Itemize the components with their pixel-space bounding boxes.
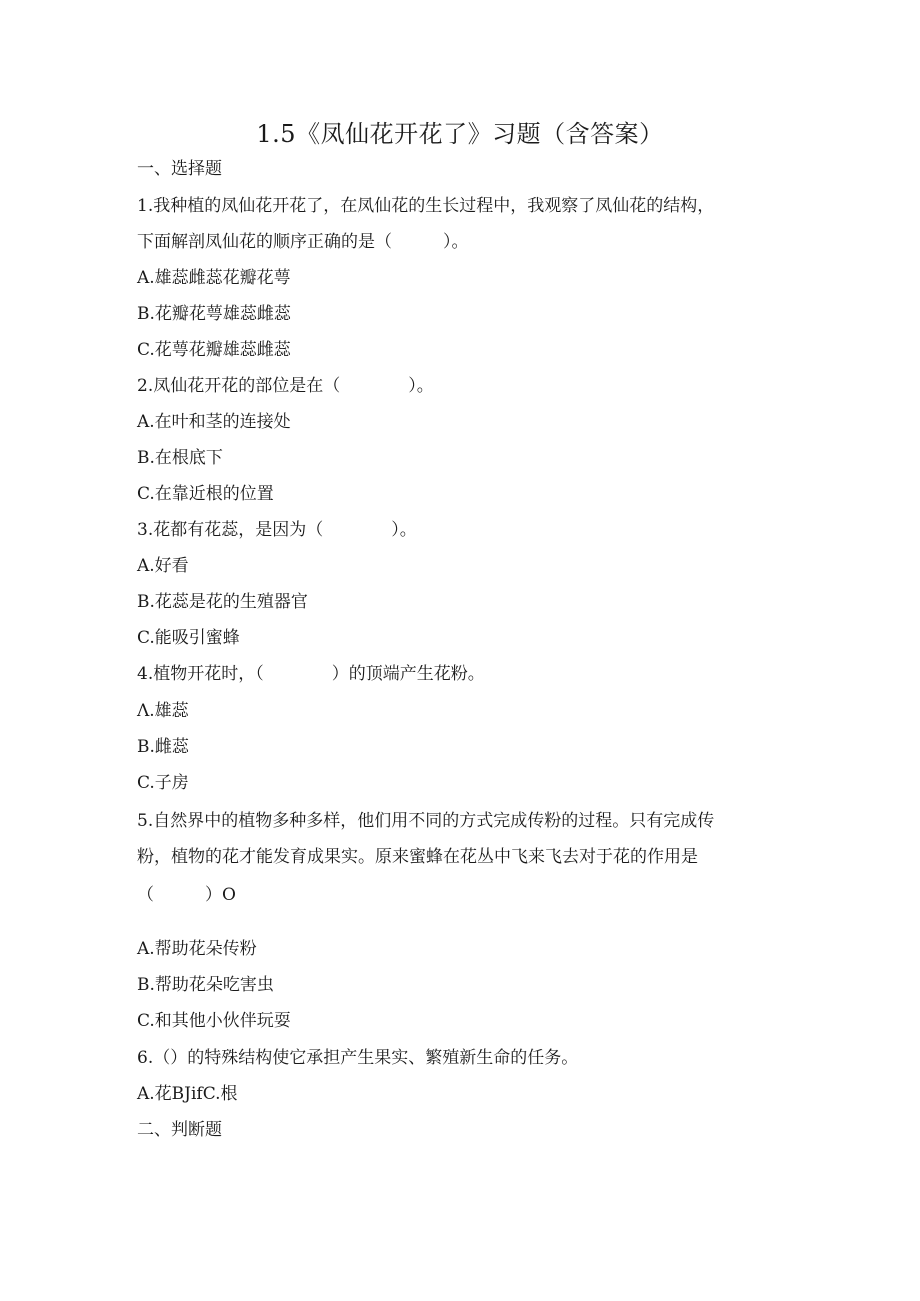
question-5-line-2: 粉，植物的花才能发育成果实。原来蜜蜂在花丛中飞来飞去对于花的作用是 (137, 847, 698, 867)
question-2-option-b: B.在根底下 (137, 448, 223, 468)
question-4-option-b: B.雌蕊 (137, 737, 189, 757)
question-5-line-3: （ ）O (137, 885, 236, 905)
question-6: 6.（）的特殊结构使它承担产生果实、繁殖新生命的任务。 (137, 1048, 579, 1068)
question-4-option-a: Λ.雄蕊 (137, 701, 189, 721)
question-1-option-b: B.花瓣花萼雄蕊雌蕊 (137, 304, 291, 324)
question-1-option-a: A.雄蕊雌蕊花瓣花萼 (137, 268, 291, 288)
question-1-line-2: 下面解剖凤仙花的顺序正确的是（ ）。 (137, 232, 469, 252)
question-3-option-c: C.能吸引蜜蜂 (137, 628, 240, 648)
question-4-option-c: C.子房 (137, 773, 189, 793)
question-5-line-1: 5.自然界中的植物多种多样，他们用不同的方式完成传粉的过程。只有完成传 (137, 811, 715, 831)
question-6-options: A.花BJifC.根 (137, 1084, 238, 1104)
page-title: 1.5《凤仙花开花了》习题（含答案） (256, 120, 664, 148)
question-2: 2.凤仙花开花的部位是在（ ）。 (137, 376, 434, 396)
section-heading-judgment: 二、判断题 (137, 1120, 222, 1140)
question-3: 3.花都有花蕊，是因为（ ）。 (137, 520, 417, 540)
question-5-option-b: B.帮助花朵吃害虫 (137, 975, 274, 995)
section-heading-choice: 一、选择题 (137, 159, 222, 179)
question-4: 4.植物开花时，（ ）的顶端产生花粉。 (137, 664, 485, 684)
question-1-line-1: 1.我种植的凤仙花开花了，在凤仙花的生长过程中，我观察了凤仙花的结构， (137, 196, 715, 216)
question-2-option-c: C.在靠近根的位置 (137, 484, 274, 504)
question-1-option-c: C.花萼花瓣雄蕊雌蕊 (137, 340, 291, 360)
question-2-option-a: A.在叶和茎的连接处 (137, 412, 291, 432)
question-3-option-b: B.花蕊是花的生殖器官 (137, 592, 308, 612)
question-5-option-c: C.和其他小伙伴玩耍 (137, 1011, 291, 1031)
question-5-option-a: A.帮助花朵传粉 (137, 939, 257, 959)
question-3-option-a: A.好看 (137, 556, 189, 576)
